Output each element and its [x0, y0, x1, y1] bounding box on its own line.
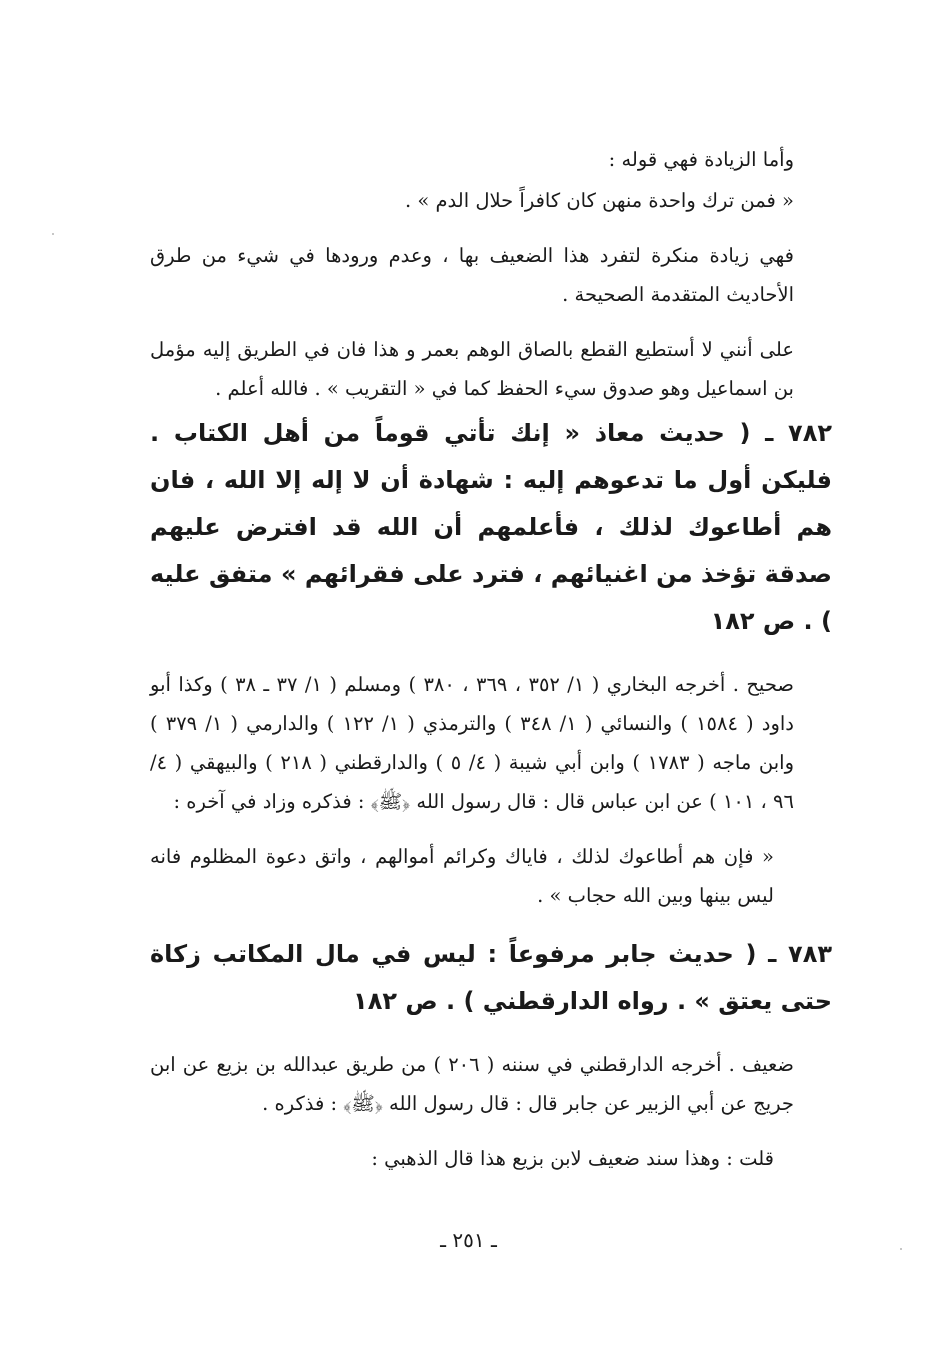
hadith-quote-addition-782: « فإن هم أطاعوك لذلك ، فاياك وكرائم أموالهم ، واتق دعوة المظلوم فانه ليس بينها وبين الله حجاب » .	[150, 845, 774, 907]
paragraph-munkar-ruling: فهي زيادة منكرة لتفرد هذا الضعيف بها ، وعدم ورودها في شيء من طرق الأحاديث المتقدمة الصحيحة .	[150, 244, 794, 306]
hadith-quote-addition: « فمن ترك واحدة منهن كان كافراً حلال الدم » .	[404, 189, 794, 212]
hadith-heading-783: ٧٨٣ ـ ( حديث جابر مرفوعاً : ليس في مال المكاتب زكاة حتى يعتق » . رواه الدارقطني ) . ص ١٨٢	[150, 940, 832, 1015]
page-number: ـ ٢٥١ ـ	[440, 1228, 497, 1252]
hadith-heading-782: ٧٨٢ ـ ( حديث معاذ « إنك تأتي قوماً من أهل الكتاب . فليكن أول ما تدعوهم إليه : شهادة أن لا إله إلا الله ، فان هم أطاعوك لذلك ، فأعلمهم أن الله قد افترض عليهم صدقة تؤخذ من اغنيائهم ، فترد على فقرائهم » متفق عليه ) . ص ١٨٢	[150, 419, 832, 635]
takhrij-783: ضعيف . أخرجه الدارقطني في سننه ( ٢٠٦ ) من طريق عبدالله بن بزيع عن ابن جريج عن أبي الزبير عن جابر قال : قال رسول الله ﴿ﷺ﴾ : فذكره .	[150, 1053, 794, 1115]
page-body	[150, 140, 832, 1290]
scan-speck	[900, 1248, 902, 1250]
takhrij-782: صحيح . أخرجه البخاري ( ١/ ٣٥٢ ، ٣٦٩ ، ٣٨٠ ) ومسلم ( ١/ ٣٧ ـ ٣٨ ) وكذا أبو داود ( ١٥٨٤ ) والنسائي ( ١/ ٣٤٨ ) والترمذي ( ١/ ١٢٢ ) والدارمي ( ١/ ٣٧٩ ) وابن ماجه ( ١٧٨٣ ) وابن أبي شيبة ( ٤/ ٥ ) والدارقطني ( ٢١٨ ) والبيهقي ( ٤/ ٩٦ ، ١٠١ ) عن ابن عباس قال : قال رسول الله ﴿ﷺ﴾ : فذكره وزاد في آخره :	[150, 673, 794, 813]
paragraph-intro: وأما الزيادة فهي قوله :	[608, 148, 794, 171]
paragraph-author-comment: قلت : وهذا سند ضعيف لابن بزيع هذا قال الذهبي :	[371, 1147, 774, 1170]
paragraph-isnad-note: على أنني لا أستطيع القطع بالصاق الوهم بعمر و هذا فان في الطريق إليه مؤمل بن اسماعيل وهو صدوق سيء الحفظ كما في « التقريب » . فالله أعلم .	[150, 338, 794, 400]
scan-speck	[52, 233, 54, 235]
